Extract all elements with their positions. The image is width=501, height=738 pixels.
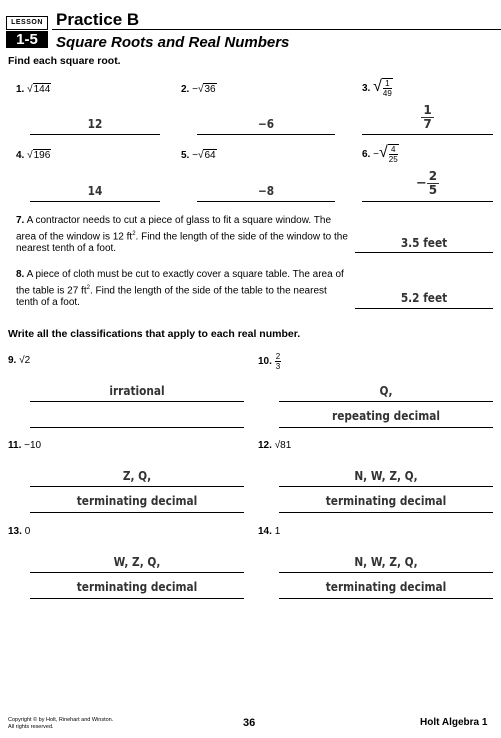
answer-2: −6	[257, 117, 275, 131]
item-10-rule2	[279, 427, 493, 428]
item-9: 9. √2	[8, 355, 31, 366]
item-12-line2: terminating decimal	[325, 494, 447, 508]
item-11-rule2	[30, 512, 244, 513]
radicand: 144	[33, 84, 51, 95]
item-13-line2: terminating decimal	[76, 580, 198, 594]
section2-instruction: Write all the classifications that apply to each real number.	[8, 328, 301, 340]
item-12-rule1	[279, 486, 493, 487]
item-11-line2: terminating decimal	[76, 494, 198, 508]
item-9-line1: irrational	[109, 384, 165, 398]
item-13-rule1	[30, 572, 244, 573]
item-10-line2: repeating decimal	[332, 409, 440, 423]
answer-1: 12	[87, 117, 103, 131]
title-rule	[52, 29, 501, 30]
section1-instruction: Find each square root.	[8, 55, 121, 67]
answer-line-8	[355, 308, 493, 309]
answer-line-4	[30, 201, 160, 202]
answer-5: −8	[257, 184, 275, 198]
item-10: 10. $\frac{2}{3}$	[258, 352, 281, 371]
lesson-label: LESSON	[6, 16, 48, 30]
page-title: Practice B	[56, 10, 140, 29]
item-14: 14. 1	[258, 526, 281, 537]
page-subtitle: Square Roots and Real Numbers	[56, 34, 290, 51]
item-13: 13. 0	[8, 526, 31, 537]
item-9-rule2	[30, 427, 244, 428]
answer-line-5	[197, 201, 335, 202]
answer-line-6	[362, 201, 493, 202]
answer-8: 5.2 feet	[400, 291, 448, 305]
item-14-line1: N, W, Z, Q,	[354, 555, 418, 569]
answer-4: 14	[87, 184, 103, 198]
radicand: 64	[204, 150, 216, 161]
page-number: 36	[243, 717, 256, 729]
book-title: Holt Algebra 1	[420, 717, 488, 728]
problem-3: 3. √ $\frac{1}{49}$	[362, 78, 392, 98]
item-9-rule1	[30, 401, 244, 402]
copyright: Copyright © by Holt, Rinehart and Winston. All rights reserved.	[8, 717, 114, 730]
item-14-line2: terminating decimal	[325, 580, 447, 594]
answer-7: 3.5 feet	[400, 236, 448, 250]
answer-6: − $\frac{2}{5}$	[415, 169, 438, 197]
radicand: 196	[33, 150, 51, 161]
answer-3: $\frac{1}{7}$	[423, 103, 432, 131]
item-11-line1: Z, Q,	[122, 469, 152, 483]
item-11-rule1	[30, 486, 244, 487]
answer-line-1	[30, 134, 160, 135]
item-12: 12. √81	[258, 440, 292, 451]
item-14-rule1	[279, 572, 493, 573]
answer-line-3	[362, 134, 493, 135]
item-10-line1: Q,	[379, 384, 393, 398]
problem-1: 1. √144	[16, 84, 51, 95]
item-11: 11. −10	[8, 440, 42, 451]
problem-6: 6. −√ $\frac{4}{25}$	[362, 144, 398, 164]
radicand: 36	[204, 84, 216, 95]
item-14-rule2	[279, 598, 493, 599]
problem-8: 8. A piece of cloth must be cut to exactly cover a square table. The area of the table is 27 $ft^2$. Find the length of the side of the table to the nearest tenth of a foot.	[16, 269, 344, 309]
answer-line-7	[355, 252, 493, 253]
lesson-number: 1-5	[6, 31, 48, 48]
item-13-rule2	[30, 598, 244, 599]
problem-5: 5. −√64	[181, 150, 216, 161]
item-13-line1: W, Z, Q,	[113, 555, 161, 569]
item-12-line1: N, W, Z, Q,	[354, 469, 418, 483]
problem-7: 7. A contractor needs to cut a piece of glass to fit a square window. The area of the window is 12 $ft^2$. Find the length of the side of the window to the nearest tenth of a foot.	[16, 215, 348, 255]
item-12-rule2	[279, 512, 493, 513]
item-10-rule1	[279, 401, 493, 402]
problem-2: 2. −√36	[181, 84, 216, 95]
answer-line-2	[197, 134, 335, 135]
problem-4: 4. √196	[16, 150, 51, 161]
